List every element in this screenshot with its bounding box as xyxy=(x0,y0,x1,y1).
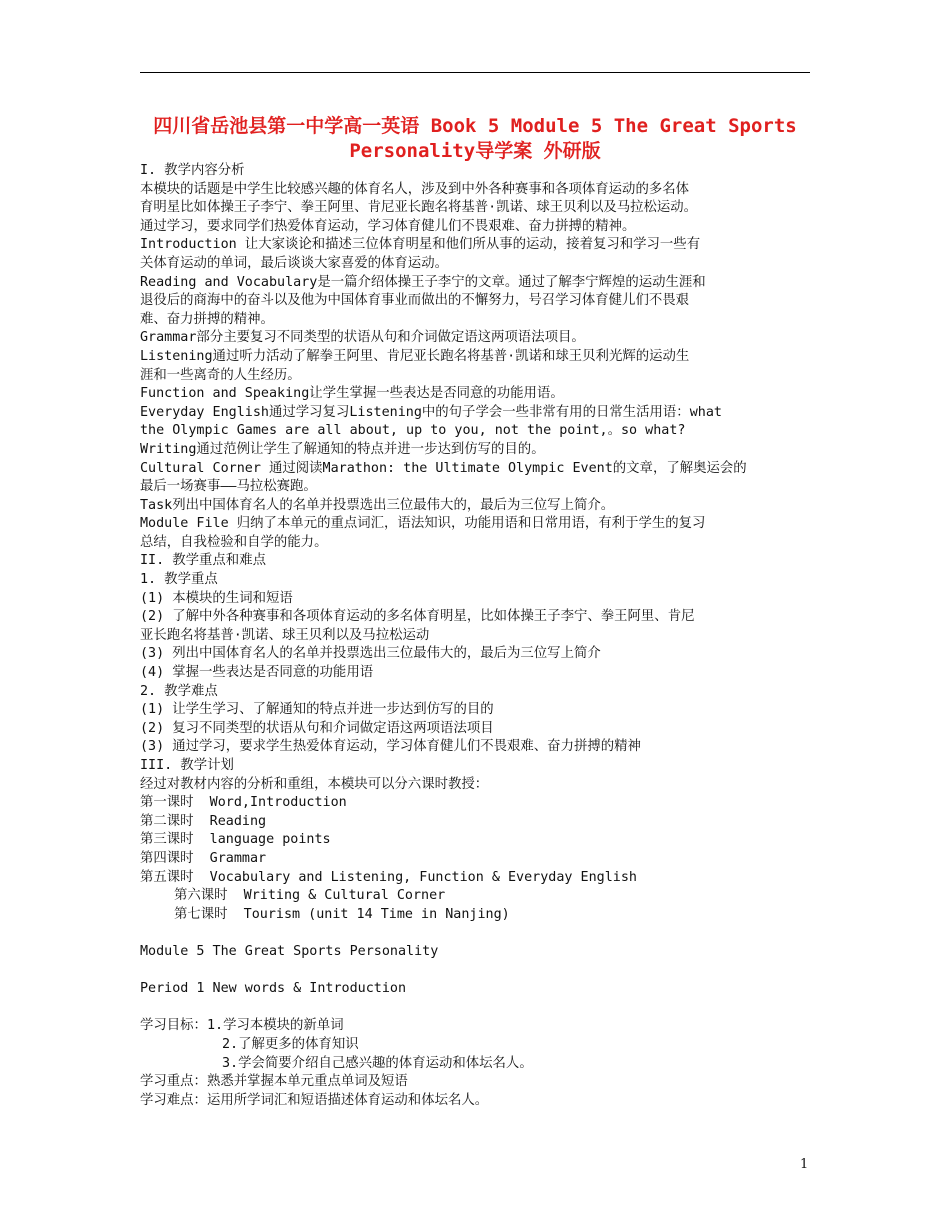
text-line: 涯和一些离奇的人生经历。 xyxy=(140,367,301,383)
schedule-line: 第七课时 Tourism (unit 14 Time in Nanjing) xyxy=(174,906,510,922)
text-line: I. 教学内容分析 xyxy=(140,163,245,178)
text-line: (1) 让学生学习、了解通知的特点并进一步达到仿写的目的 xyxy=(140,702,494,718)
key-points: 学习重点：熟悉并掌握本单元重点单词及短语 xyxy=(140,1074,408,1090)
content-lines xyxy=(140,162,820,887)
text-line: 第四课时 Grammar xyxy=(140,850,267,866)
title-line-2: Personality导学案 外研版 xyxy=(349,140,601,162)
module-heading: Module 5 The Great Sports Personality xyxy=(140,943,439,959)
objectives-label: 学习目标： xyxy=(140,1018,207,1034)
text-line: (2) 复习不同类型的状语从句和介词做定语这两项语法项目 xyxy=(140,720,494,736)
document-title xyxy=(140,114,810,164)
objectives-row-1 xyxy=(140,1017,820,1036)
text-line: Everyday English通过学习复习Listening中的句子学会一些非常有用的日常生活用语：what xyxy=(140,404,722,420)
text-line: Grammar部分主要复习不同类型的状语从句和介词做定语这两项语法项目。 xyxy=(140,330,585,346)
text-line: 第一课时 Word,Introduction xyxy=(140,795,347,811)
text-line: 难、奋力拼搏的精神。 xyxy=(140,311,274,327)
text-line: 第二课时 Reading xyxy=(140,813,267,829)
title-line-1: 四川省岳池县第一中学高一英语 Book 5 Module 5 The Great Sports xyxy=(153,115,797,137)
text-line: II. 教学重点和难点 xyxy=(140,553,266,569)
text-line: 关体育运动的单词，最后谈谈大家喜爱的体育运动。 xyxy=(140,255,448,271)
text-line: (1) 本模块的生词和短语 xyxy=(140,590,293,606)
text-line: Module File 归纳了本单元的重点词汇，语法知识，功能用语和日常用语，有利于学生的复习 xyxy=(140,516,706,532)
header-rule xyxy=(140,72,810,73)
schedule-line: 第六课时 Writing & Cultural Corner xyxy=(174,888,446,904)
text-line: Writing通过范例让学生了解通知的特点并进一步达到仿写的目的。 xyxy=(140,441,545,457)
text-line: Introduction 让大家谈论和描述三位体育明星和他们所从事的运动，接着复习和学习一些有 xyxy=(140,237,701,253)
text-line: the Olympic Games are all about, up to you, not the point,。so what? xyxy=(140,423,686,439)
text-line: 通过学习，要求同学们热爱体育运动，学习体育健儿们不畏艰难、奋力拼搏的精神。 xyxy=(140,218,636,234)
text-line: 1. 教学重点 xyxy=(140,572,218,588)
text-line: 2. 教学难点 xyxy=(140,683,218,699)
objective-item: 3.学会简要介绍自己感兴趣的体育运动和体坛名人。 xyxy=(222,1055,533,1071)
indented-lines xyxy=(140,887,820,924)
objective-item: 2.了解更多的体育知识 xyxy=(222,1036,359,1052)
text-line: Listening通过听力活动了解拳王阿里、肯尼亚长跑名将基普·凯诺和球王贝利光辉的运动生 xyxy=(140,348,690,364)
objective-item: 1.学习本模块的新单词 xyxy=(206,1018,344,1034)
page-number: 1 xyxy=(800,1157,809,1172)
text-line: (3) 列出中国体育名人的名单并投票选出三位最伟大的，最后为三位写上简介 xyxy=(140,646,601,662)
text-line: Task列出中国体育名人的名单并投票选出三位最伟大的，最后为三位写上简介。 xyxy=(140,497,615,513)
text-line: 育明星比如体操王子李宁、拳王阿里、肯尼亚长跑名将基普·凯诺、球王贝利以及马拉松运动。 xyxy=(140,200,698,216)
text-line: Cultural Corner 通过阅读Marathon: the Ultimate Olympic Event的文章，了解奥运会的 xyxy=(140,460,747,476)
difficulties: 学习难点：运用所学词汇和短语描述体育运动和体坛名人。 xyxy=(140,1092,489,1108)
text-line: 退役后的商海中的奋斗以及他为中国体育事业而做出的不懈努力，号召学习体育健儿们不畏艰 xyxy=(140,293,690,309)
text-line: 第五课时 Vocabulary and Listening, Function & Everyday English xyxy=(140,869,637,885)
text-line: (3) 通过学习，要求学生热爱体育运动，学习体育健儿们不畏艰难、奋力拼搏的精神 xyxy=(140,739,641,755)
text-line: 经过对教材内容的分析和重组，本模块可以分六课时教授： xyxy=(140,776,489,792)
text-line: 总结，自我检验和自学的能力。 xyxy=(140,534,328,550)
text-line: (4) 掌握一些表达是否同意的功能用语 xyxy=(140,665,374,681)
document-body xyxy=(140,162,820,1110)
text-line: Function and Speaking让学生掌握一些表达是否同意的功能用语。 xyxy=(140,386,564,402)
period-heading: Period 1 New words & Introduction xyxy=(140,981,407,997)
text-line: Reading and Vocabulary是一篇介绍体操王子李宁的文章。通过了解李宁辉煌的运动生涯和 xyxy=(140,274,706,290)
text-line: 第三课时 language points xyxy=(140,832,331,848)
text-line: 亚长跑名将基普·凯诺、球王贝利以及马拉松运动 xyxy=(140,627,430,643)
text-line: (2) 了解中外各种赛事和各项体育运动的多名体育明星，比如体操王子李宁、拳王阿里、肯尼 xyxy=(140,609,695,625)
text-line: III. 教学计划 xyxy=(140,758,234,773)
text-line: 本模块的话题是中学生比较感兴趣的体育名人，涉及到中外各种赛事和各项体育运动的多名体 xyxy=(140,181,690,197)
text-line: 最后一场赛事——马拉松赛跑。 xyxy=(140,479,317,495)
